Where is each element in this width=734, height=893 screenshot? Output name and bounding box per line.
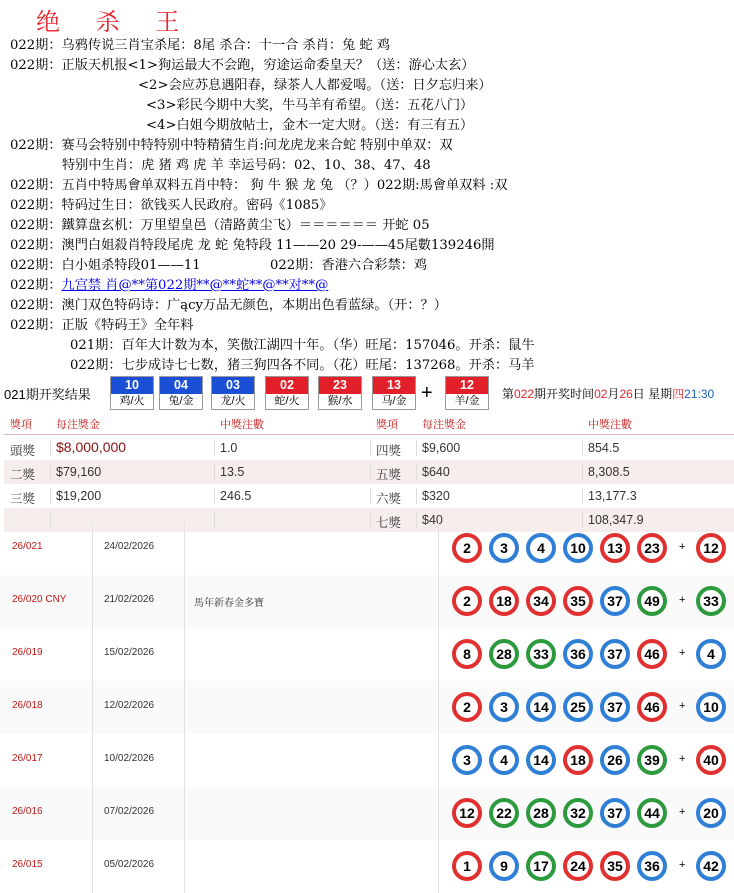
- history-ball: 44: [637, 798, 667, 828]
- next-month: 02: [594, 387, 608, 401]
- history-ball: 37: [600, 798, 630, 828]
- history-plus: +: [679, 859, 686, 871]
- next-month-suffix: 月: [607, 387, 620, 401]
- line-4: <3>彩民今期中大奖，牛马羊有希望。（送：五花八门）: [146, 98, 474, 113]
- history-plus: +: [679, 647, 686, 659]
- history-ball: 18: [563, 745, 593, 775]
- history-date: 05/02/2026: [104, 859, 155, 870]
- history-cell: [184, 681, 439, 734]
- prize-amount: $320: [422, 489, 450, 503]
- history-ball: 36: [563, 639, 593, 669]
- history-issue: 26/019: [12, 647, 43, 658]
- history-row: [0, 522, 734, 575]
- jiugong-link[interactable]: 九宫禁 肖@**第022期**@**蛇**@**对**@: [61, 278, 329, 293]
- history-ball: 1: [452, 851, 482, 881]
- header-prize-amount-2: 每注獎金: [422, 419, 466, 431]
- history-special-ball: 33: [696, 586, 726, 616]
- next-mid: 期开奖时间: [534, 387, 595, 401]
- history-ball: 13: [600, 533, 630, 563]
- history-ball: 46: [637, 692, 667, 722]
- history-ball: 35: [563, 586, 593, 616]
- history-cell: [184, 522, 439, 575]
- result-ball-zodiac: 羊/金: [454, 395, 480, 407]
- prize-name: 六獎: [376, 492, 402, 506]
- plus-sign: +: [421, 382, 433, 404]
- history-ball: 3: [489, 692, 519, 722]
- result-ball-tile: [445, 376, 489, 410]
- history-ball: 3: [489, 533, 519, 563]
- prize-winners: 854.5: [588, 441, 620, 455]
- history-special-ball: 4: [696, 639, 726, 669]
- history-issue: 26/016: [12, 806, 43, 817]
- result-ball-zodiac: 蛇/火: [274, 395, 300, 407]
- prize-amount: $9,600: [422, 441, 461, 455]
- line-15: 022期：正版《特码王》全年料: [10, 318, 194, 333]
- line-6: 022期：赛马会特别中特特别中特精猜生肖:问龙虎龙来合蛇 特别中单双：双: [10, 138, 453, 153]
- history-cell: [184, 840, 439, 893]
- history-date: 15/02/2026: [104, 647, 155, 658]
- history-ball: 32: [563, 798, 593, 828]
- history-ball: 28: [526, 798, 556, 828]
- result-bar: [0, 376, 734, 410]
- prize-amount: $640: [422, 465, 450, 479]
- history-ball: 2: [452, 586, 482, 616]
- prize-name: 三獎: [10, 492, 36, 506]
- history-ball: 18: [489, 586, 519, 616]
- result-ball-tile: [211, 376, 255, 410]
- history-ball: 8: [452, 639, 482, 669]
- next-day: 26: [619, 387, 633, 401]
- line-2: 022期：正版天机报<1>狗运最大不会跑，穷途运命委皇天？（送：游心太玄）: [10, 58, 475, 73]
- result-ball-number: 13: [373, 377, 415, 394]
- history-date: 07/02/2026: [104, 806, 155, 817]
- prize-row: [4, 460, 734, 484]
- history-ball: 37: [600, 639, 630, 669]
- line-10: 022期：鐵算盘玄机：万里望皇邑（清路黄尘飞）＝＝＝＝＝＝ 开蛇 05: [10, 218, 430, 233]
- history-ball: 35: [600, 851, 630, 881]
- history-row: [0, 575, 734, 628]
- history-ball: 28: [489, 639, 519, 669]
- header-prize-amount: 每注獎金: [56, 419, 100, 431]
- header-winners-2: 中獎注數: [588, 419, 632, 431]
- prize-winners: 246.5: [220, 489, 252, 503]
- result-ball-number: 04: [160, 377, 202, 394]
- history-row: [0, 734, 734, 787]
- result-ball-zodiac: 猴/水: [327, 395, 353, 407]
- history-special-ball: 40: [696, 745, 726, 775]
- line-14: 022期：澳门双色特码诗：广ący万品无颜色，本期出色看蓝绿。（开：？）: [10, 298, 447, 313]
- prize-amount: $40: [422, 513, 443, 527]
- history-plus: +: [679, 806, 686, 818]
- cell-divider: [370, 464, 371, 480]
- prize-name: 五獎: [376, 468, 402, 482]
- result-ball-tile: [372, 376, 416, 410]
- result-ball-tile: [110, 376, 154, 410]
- history-row: [0, 628, 734, 681]
- cell-divider: [370, 440, 371, 456]
- history-cell: [184, 628, 439, 681]
- history-ball: 17: [526, 851, 556, 881]
- line-13-prefix: 022期：: [10, 278, 62, 293]
- next-prefix: 第: [502, 387, 515, 401]
- next-time: 21:30: [684, 387, 715, 401]
- history-date: 24/02/2026: [104, 541, 155, 552]
- history-ball: 2: [452, 692, 482, 722]
- history-row: [0, 840, 734, 893]
- history-ball: 2: [452, 533, 482, 563]
- history-date: 12/02/2026: [104, 700, 155, 711]
- result-label: 021期开奖结果: [4, 387, 91, 402]
- prize-row: [4, 436, 734, 460]
- prize-winners: 8,308.5: [588, 465, 630, 479]
- page-title: 绝 杀 王: [36, 8, 194, 36]
- history-ball: 22: [489, 798, 519, 828]
- history-ball: 23: [637, 533, 667, 563]
- history-cell: [184, 734, 439, 787]
- history-date: 10/02/2026: [104, 753, 155, 764]
- cell-divider: [582, 464, 583, 480]
- prize-winners: 13.5: [220, 465, 245, 479]
- history-ball: 46: [637, 639, 667, 669]
- history-ball: 25: [563, 692, 593, 722]
- line-5: <4>白姐今期放帖士，金木一定大财。（送：有三有五）: [146, 118, 474, 133]
- next-draw-time: [502, 385, 714, 402]
- history-issue: 26/021: [12, 541, 43, 552]
- cell-divider: [582, 488, 583, 504]
- line-3: <2>会应苏息遇阳春，绿茶人人都爱喝。（送：日夕忘归来）: [138, 78, 492, 93]
- history-note: 馬年新春金多寶: [194, 598, 264, 609]
- history-plus: +: [679, 700, 686, 712]
- history-special-ball: 20: [696, 798, 726, 828]
- history-ball: 34: [526, 586, 556, 616]
- result-ball-number: 23: [319, 377, 361, 394]
- prize-amount: $19,200: [56, 489, 102, 503]
- history-cell: [184, 787, 439, 840]
- history-ball: 33: [526, 639, 556, 669]
- history-issue: 26/018: [12, 700, 43, 711]
- header-winners: 中獎注數: [220, 419, 264, 431]
- history-ball: 24: [563, 851, 593, 881]
- cell-divider: [416, 464, 417, 480]
- line-7: 特别中生肖：虎 猪 鸡 虎 羊 幸运号码：02、10、38、47、48: [62, 158, 431, 173]
- history-special-ball: 42: [696, 851, 726, 881]
- line-16: 021期：百年大计数为本，笑傲江湖四十年。（华）旺尾：157046。开杀：鼠牛: [70, 338, 535, 353]
- line-17: 022期：七步成诗七七数，猪三狗四各不同。（花）旺尾：137268。开杀：马羊: [70, 358, 535, 373]
- history-ball: 4: [489, 745, 519, 775]
- prize-amount: $79,160: [56, 465, 102, 479]
- result-ball-number: 10: [111, 377, 153, 394]
- history-issue: 26/015: [12, 859, 43, 870]
- cell-divider: [370, 488, 371, 504]
- prize-amount: $8,000,000: [56, 439, 127, 455]
- result-ball-number: 03: [212, 377, 254, 394]
- history-plus: +: [679, 753, 686, 765]
- result-ball-zodiac: 鸡/火: [119, 395, 145, 407]
- prize-name: 頭獎: [10, 444, 36, 458]
- cell-divider: [416, 488, 417, 504]
- history-ball: 37: [600, 692, 630, 722]
- history-ball: 14: [526, 692, 556, 722]
- prize-winners: 13,177.3: [588, 489, 637, 503]
- result-ball-zodiac: 兔/金: [168, 395, 194, 407]
- cell-divider: [214, 440, 215, 456]
- cell-divider: [416, 440, 417, 456]
- line-11: 022期：澳門白姐殺肖特段尾虎 龙 蛇 兔特段 11——20 29-——45尾數139246開: [10, 238, 495, 253]
- next-weekday: 四: [672, 387, 685, 401]
- line-9: 022期：特码过生日：欲钱买人民政府。密码《1085》: [10, 198, 333, 213]
- history-ball: 39: [637, 745, 667, 775]
- result-ball-tile: [265, 376, 309, 410]
- cell-divider: [50, 440, 51, 456]
- result-ball-tile: [318, 376, 362, 410]
- history-ball: 36: [637, 851, 667, 881]
- history-date: 21/02/2026: [104, 594, 155, 605]
- history-ball: 14: [526, 745, 556, 775]
- history-ball: 49: [637, 586, 667, 616]
- prize-row: [4, 484, 734, 508]
- cell-divider: [214, 488, 215, 504]
- history-ball: 12: [452, 798, 482, 828]
- prize-winners: 108,347.9: [588, 513, 644, 527]
- history-plus: +: [679, 594, 686, 606]
- history-issue: 26/017: [12, 753, 43, 764]
- history-row: [0, 787, 734, 840]
- prize-name: 二獎: [10, 468, 36, 482]
- cell-divider: [50, 464, 51, 480]
- history-special-ball: 10: [696, 692, 726, 722]
- result-ball-number: 02: [266, 377, 308, 394]
- result-ball-number: 12: [446, 377, 488, 394]
- prize-table-header: [4, 412, 734, 435]
- prize-name: 四獎: [376, 444, 402, 458]
- header-prize-name: 獎項: [10, 419, 32, 431]
- next-day-suffix: 日 星期: [632, 387, 673, 401]
- result-ball-tile: [159, 376, 203, 410]
- cell-divider: [50, 488, 51, 504]
- next-issue: 022: [514, 387, 535, 401]
- header-prize-name-2: 獎項: [376, 419, 398, 431]
- prize-name: 七獎: [376, 516, 402, 530]
- prize-winners: 1.0: [220, 441, 238, 455]
- line-8: 022期：五肖中特馬會单双料五肖中特： 狗 牛 猴 龙 兔 （？）022期:馬會单双料 :双: [10, 178, 508, 193]
- history-special-ball: 12: [696, 533, 726, 563]
- history-row: [0, 681, 734, 734]
- history-ball: 26: [600, 745, 630, 775]
- history-ball: 3: [452, 745, 482, 775]
- history-issue: 26/020 CNY: [12, 594, 67, 605]
- history-ball: 4: [526, 533, 556, 563]
- line-1: 022期：乌鸦传说三肖宝杀尾：8尾 杀合：十一合 杀肖：兔 蛇 鸡: [10, 38, 391, 53]
- history-plus: +: [679, 541, 686, 553]
- cell-divider: [214, 464, 215, 480]
- result-ball-zodiac: 龙/火: [220, 395, 246, 407]
- history-ball: 9: [489, 851, 519, 881]
- result-ball-zodiac: 马/金: [381, 395, 407, 407]
- history-ball: 37: [600, 586, 630, 616]
- line-12b: 022期：香港六合彩禁：鸡: [270, 258, 428, 273]
- history-ball: 10: [563, 533, 593, 563]
- cell-divider: [582, 440, 583, 456]
- line-13: [10, 276, 328, 296]
- line-12: 022期：白小姐杀特段01——11: [10, 258, 201, 273]
